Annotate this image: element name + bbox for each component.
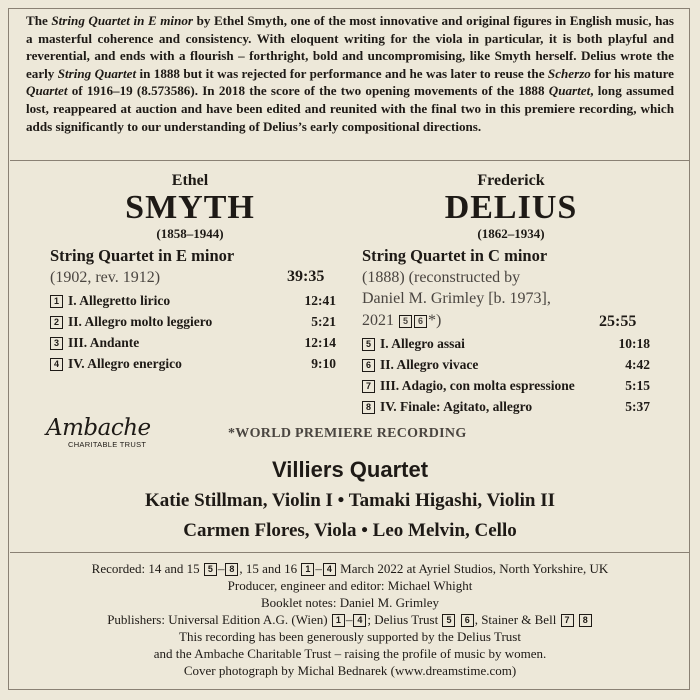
track-title: I. Allegretto lirico [68,293,171,308]
intro-italic-title: Scherzo [547,65,591,81]
composer-first-name: Ethel [171,172,209,189]
credit-line [0,560,700,577]
credit-line [0,645,700,662]
credit-text: ; Delius Trust [367,612,442,627]
track-number-box: 2 [50,316,63,329]
track-number-box: 8 [579,614,592,627]
track-number-box: 8 [225,563,238,576]
track-title: III. Adagio, con molta espressione [380,378,575,393]
track-title: II. Allegro vivace [380,357,479,372]
credits-block [0,560,700,679]
credit-text: – [315,561,322,576]
intro-text: for his mature [590,65,674,81]
logo-subtitle: CHARITABLE TRUST [68,440,147,449]
credit-line [0,577,700,594]
credit-text: and the Ambache Charitable Trust – raising the profile of music by women. [153,646,547,661]
composer-dates: (1858–1944) [156,226,224,241]
credit-text: , Stainer & Bell [474,612,560,627]
track-number-box: 6 [414,315,427,328]
players-line-2: Carmen Flores, Viola • Leo Melvin, Cello [183,520,517,541]
track-duration: 4:42 [625,357,650,372]
track-number-box: 5 [204,563,217,576]
track-row[interactable] [362,376,650,396]
work-subtitle-delius-3 [362,311,441,331]
track-number-box: 1 [332,614,345,627]
credit-text: – [217,561,225,576]
premiere-star: *) [428,312,442,329]
track-duration: 12:14 [304,335,336,350]
credit-text: Recorded: 14 and 15 [91,561,203,576]
track-duration: 5:21 [311,314,336,329]
track-number-box: 3 [50,337,63,350]
intro-text: in 1888 but it was rejected for performance and he was later to reuse the [136,65,548,81]
intro-text: The [26,13,52,28]
track-row[interactable] [50,333,336,353]
ensemble-name: Villiers Quartet [271,457,429,482]
credit-text: Cover photograph by Michal Bednarek (www.dreamstime.com) [183,663,517,678]
track-number-box: 6 [362,359,375,372]
track-number-box: 1 [50,295,63,308]
reconstruction-year: 2021 [362,312,394,329]
work-subtitle-delius-1: (1888) (reconstructed by [362,269,521,286]
work-title-smyth: String Quartet in E minor [50,246,235,265]
composer-delius [431,172,591,242]
track-title: I. Allegro assai [380,336,465,351]
credit-line [0,662,700,679]
track-duration: 12:41 [304,293,336,308]
divider-bottom [10,552,690,553]
credit-text: Booklet notes: Daniel M. Grimley [260,595,439,610]
total-duration-delius: 25:55 [599,313,637,330]
track-number-box: 5 [399,315,412,328]
intro-italic-title: Quartet [26,83,68,99]
track-number-box: 8 [362,401,375,414]
track-number-box: 4 [50,358,63,371]
logo-wordmark: Ambache [46,415,151,441]
total-duration-smyth: 39:35 [287,268,325,285]
work-title-delius: String Quartet in C minor [362,246,548,265]
credit-text: This recording has been generously supported by the Delius Trust [179,629,521,644]
composer-last-name: SMYTH [125,189,255,226]
track-row[interactable] [50,354,336,374]
world-premiere-note: *WORLD PREMIERE RECORDING [228,426,467,441]
ambache-logo [46,416,158,456]
intro-italic-title: String Quartet in E minor [51,13,193,28]
players-line-1: Katie Stillman, Violin I • Tamaki Higashi, Violin II [145,490,555,511]
credit-line [0,628,700,645]
credit-text: – [345,612,353,627]
credit-text [456,612,459,627]
work-subtitle-delius-2: Daniel M. Grimley [b. 1973], [362,290,551,307]
composer-smyth [110,172,270,242]
intro-text: of 1916–19 (8.573586). In 2018 the score of the two opening movements of the 1888 [67,83,549,99]
track-duration: 10:18 [618,336,650,351]
credit-text [575,612,578,627]
track-number-box: 5 [442,614,455,627]
track-title: III. Andante [68,335,140,350]
track-duration: 5:37 [625,399,650,414]
track-number-box: 6 [461,614,474,627]
work-subtitle-smyth: (1902, rev. 1912) [50,269,161,286]
intro-italic-title: String Quartet [57,65,137,81]
credit-text: Producer, engineer and editor: Michael Whight [227,578,473,593]
intro-paragraph [26,12,674,135]
composer-last-name: DELIUS [444,189,578,226]
credit-line [0,594,700,611]
track-duration: 9:10 [311,356,336,371]
track-number-box: 7 [362,380,375,393]
track-row[interactable] [362,355,650,375]
track-title: II. Allegro molto leggiero [68,314,213,329]
track-number-box: 1 [301,563,314,576]
credit-line [0,611,700,628]
track-number-box: 4 [353,614,366,627]
credit-text: , 15 and 16 [239,561,301,576]
track-row[interactable] [362,397,650,417]
track-title: IV. Finale: Agitato, allegro [380,399,533,414]
track-duration: 5:15 [625,378,650,393]
track-row[interactable] [362,334,650,354]
credit-text: Publishers: Universal Edition A.G. (Wien) [107,612,331,627]
track-number-box: 5 [362,338,375,351]
track-row[interactable] [50,312,336,332]
track-row[interactable] [50,291,336,311]
credit-text: March 2022 at Ayriel Studios, North Yorkshire, UK [336,561,609,576]
intro-text: by Ethel Smyth, one of the most innovative and original figures in English music, has a masterful coherence and consistency. With eloquent writing for the viola in particular, it is both playful and reverential, and ends with a flourish – forthright, bold and uncompromising, like Smyth herself. Delius wrote the early [26,13,674,81]
intro-italic-title: Quartet [548,83,591,99]
track-number-box: 7 [561,614,574,627]
track-title: IV. Allegro energico [68,356,182,371]
intro-text: , long assumed lost, reappeared at auction and have been edited and reunited with the final two in this premiere recording, which adds significantly to our understanding of Delius’s early compositional directions. [26,83,675,134]
track-number-box: 4 [323,563,336,576]
composer-dates: (1862–1934) [477,226,545,241]
composer-first-name: Frederick [477,172,545,189]
divider-top [10,160,690,161]
